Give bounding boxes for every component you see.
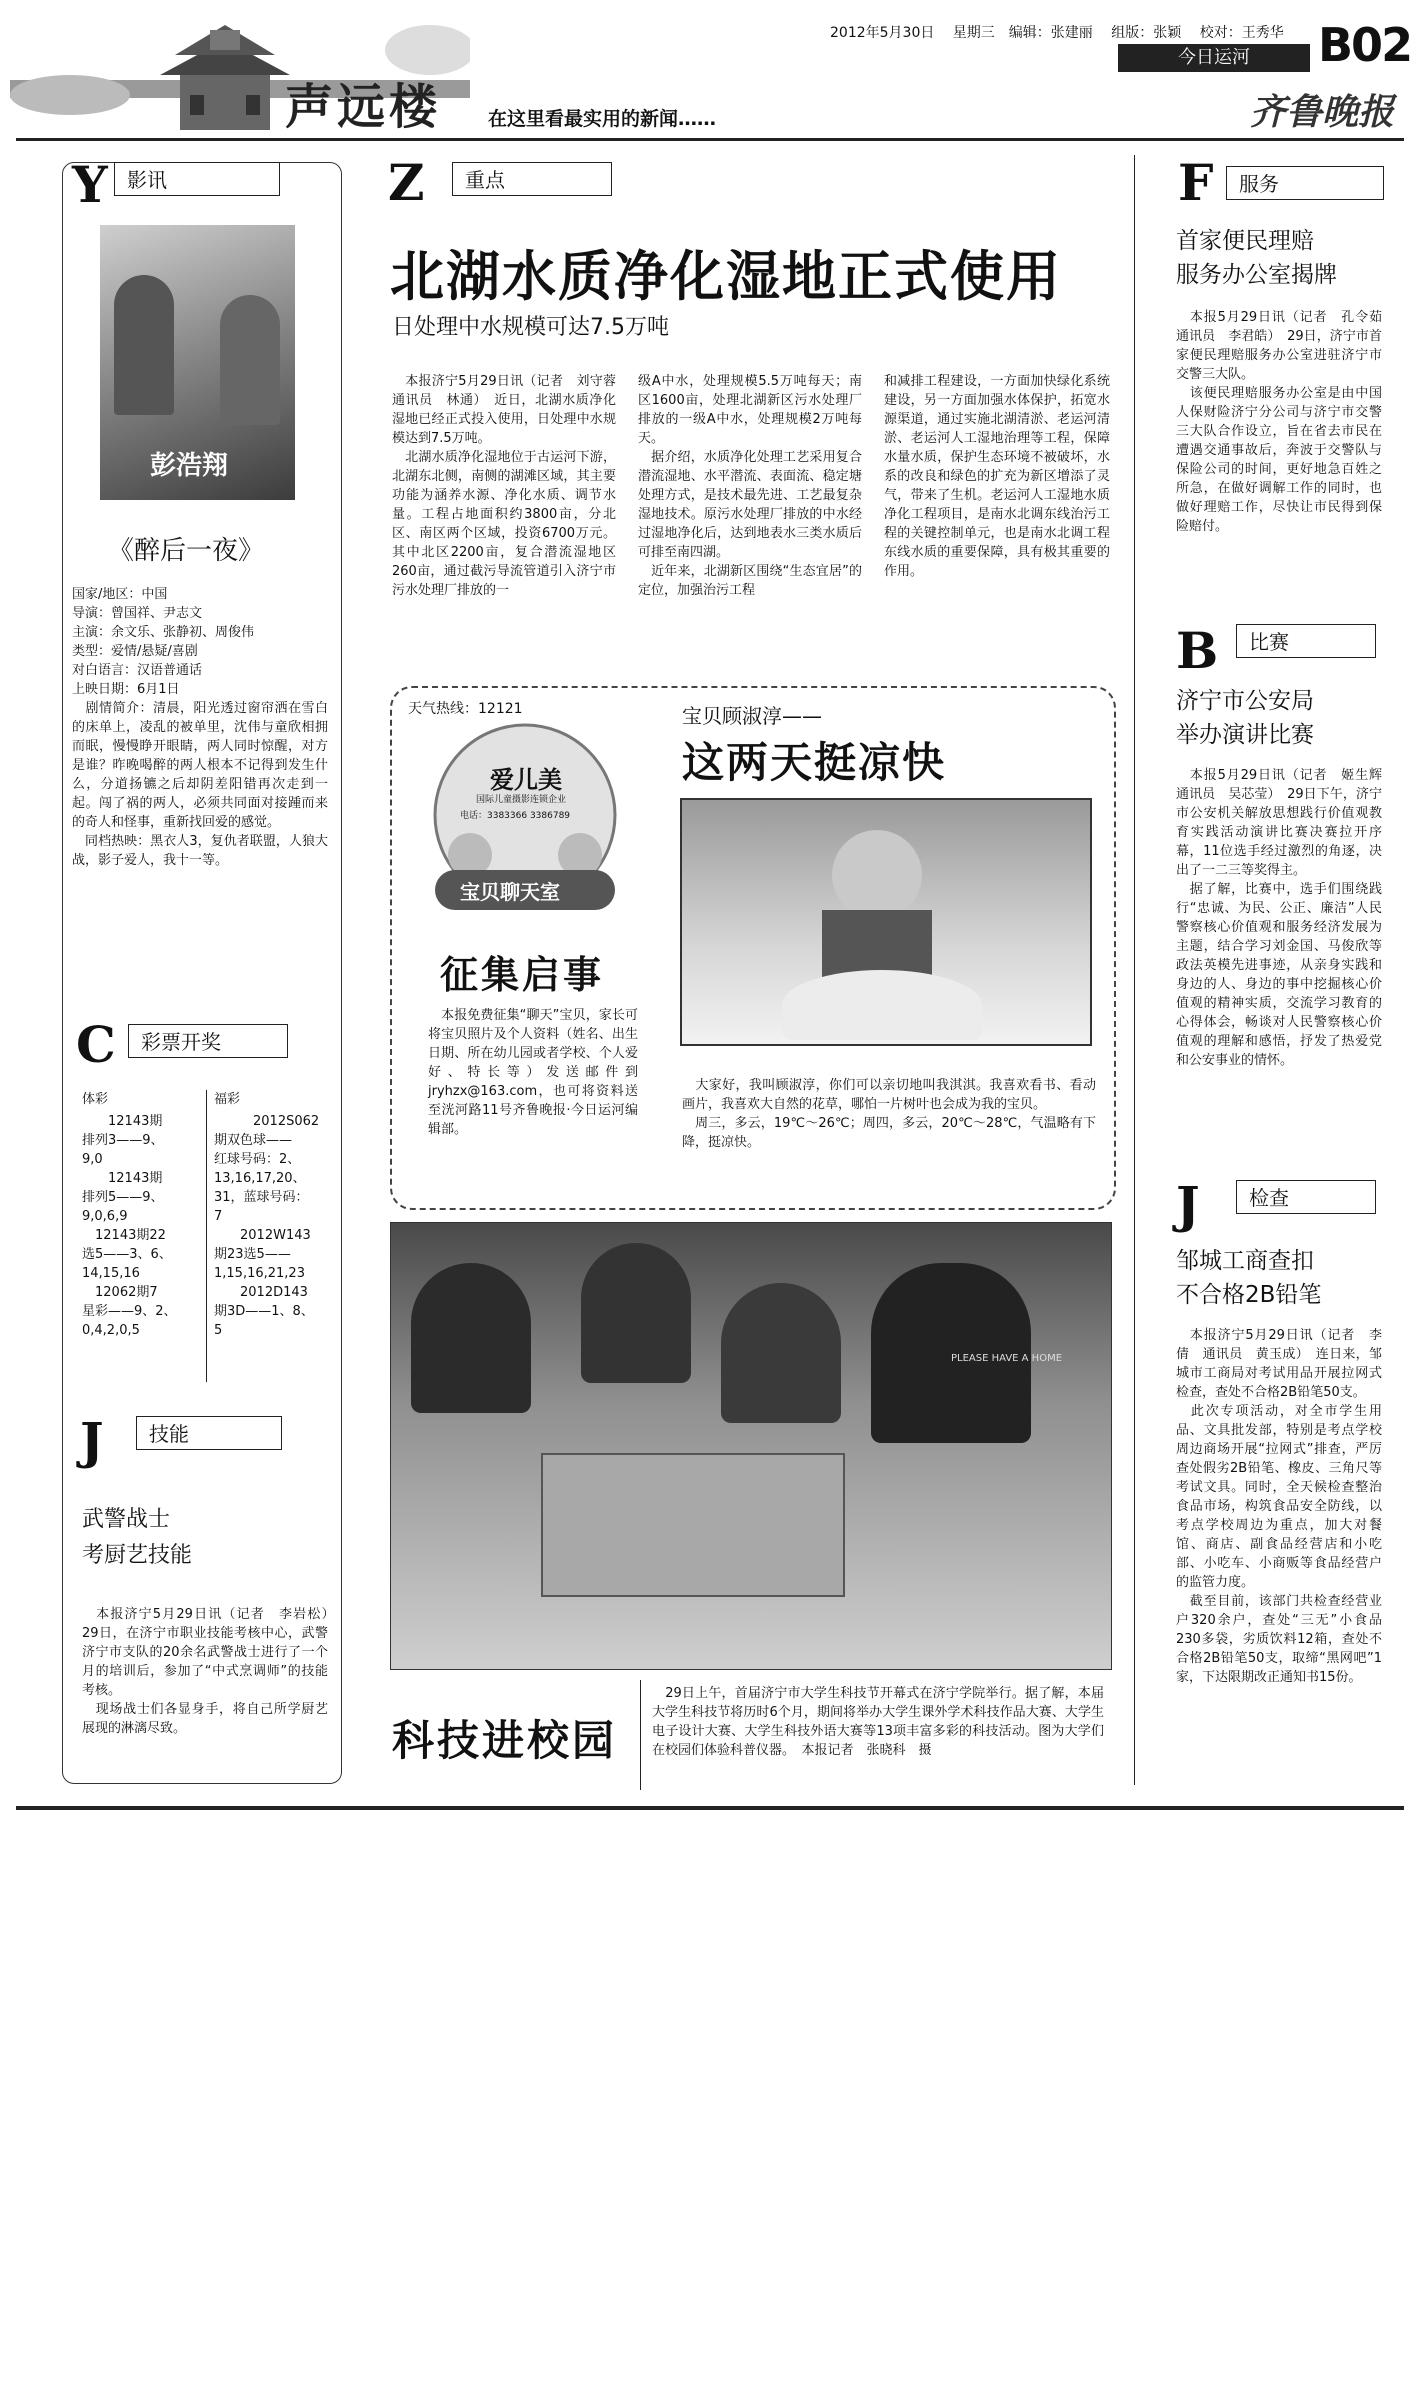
bisai-body: 本报5月29日讯（记者 姬生辉 通讯员 吴芯莹） 29日下午，济宁市公安机关解放思想践行价值观教育实践活动演讲比赛决赛拉开序幕，11位选手经过激烈的角逐，决出了一二三等奖得主。 据了解，比赛中，选手们围绕践行“忠诚、为民、公正、廉洁”人民警察核心价值观和服务经济发展为主题，结合学习刘金国、马俊欣等政法英模先进事迹，从亲身实践和身边的人、身边的事中挖掘核心价值观的精神实质，交流学习教育的心得体会，畅谈对人民警察核心价值观的理解和感悟，抒发了热爱党和公安事业的情怀。 (1176, 768, 1382, 1068)
jineng-letter: J (80, 1411, 104, 1470)
center-right-divider (1134, 155, 1135, 1785)
jiancha-headline: 邹城工商查扣 不合格2B铅笔 (1176, 1248, 1322, 1308)
lead-body-col3: 和减排工程建设，一方面加快绿化系统建设，另一方面加强水体保护，拓宽水源渠道，通过实施北湖清淤、老运河清淤、老运河人工湿地治理等工程，保障水量水质，保护生态环境不被破坏，水系的改良和绿色的扩充为新区增添了灵气，带来了生机。老运河人工湿地水质净化工程项目，是南水北调东线治污工程的关键控制单元，也是南水北调工程东线水质的重要保障，具有极其重要的作用。 (884, 374, 1110, 579)
jiancha-letter: J (1176, 1175, 1200, 1234)
jineng-label: 技能 (136, 1416, 282, 1450)
logo-name: 爱儿美 (490, 766, 562, 794)
bisai-label: 比赛 (1236, 624, 1376, 658)
jineng-body: 本报济宁5月29日讯（记者 李岩松） 29日，在济宁市职业技能考核中心，武警济宁市支队的20余名武警战士进行了一个月的培训后，参加了“中式烹调师”的技能考核。 现场战士们各显身手，将自己所学厨艺展现的淋漓尽致。 (82, 1607, 328, 1736)
lottery-welfare-results: 2012S062 期双色球—— 红球号码：2、 13,16,17,20、 31，蓝球号码： 7 2012W143 期23选5—— 1,15,16,21,23 2012D143 期3D——1、8、 5 (214, 1114, 320, 1338)
column-title: 声远楼 (285, 79, 442, 135)
call-title: 征集启事 (440, 953, 605, 997)
poster-director-name: 彭浩翔 (150, 451, 229, 481)
fuwu-label: 服务 (1226, 166, 1384, 200)
caipiao-label: 彩票开奖 (128, 1024, 288, 1058)
caipiao-letter: C (76, 1015, 116, 1074)
caption-divider (640, 1680, 641, 1790)
shirt-print: PLEASE HAVE A HOME (951, 1353, 1063, 1364)
jiancha-body: 本报济宁5月29日讯（记者 李倩 通讯员 黄玉成） 连日来，邹城市工商局对考试用品开展拉网式检查，查处不合格2B铅笔50支。 此次专项活动，对全市学生用品、文具批发部，特别是考点学校周边商场开展“拉网式”排查，严厉查处假劣2B铅笔、橡皮、三角尺等考试文具。同时，全天候检查整治食品市场，构筑食品安全防线，以考点学校周边为重点，加大对餐馆、商店、副食品经营店和小吃部、小吃车、小商贩等食品经营户的监管力度。 截至目前，该部门共检查经营业户320余户，查处“三无”小食品230多袋，劣质饮料12箱，查处不合格2B铅笔50支，取缔“黑网吧”1家，下达限期改正通知书15份。 (1176, 1328, 1382, 1685)
ying-label: 影讯 (114, 162, 280, 196)
page-bottom-rule (16, 1806, 1404, 1810)
logo-phone: 电话：3383366 3386789 (460, 811, 571, 821)
chat-ribbon: 宝贝聊天室 (460, 880, 560, 904)
zhongdian-label: 重点 (452, 162, 612, 196)
lead-body-col1: 本报济宁5月29日讯（记者 刘守蓉 通讯员 林通） 近日，北湖水质净化湿地已经正式投入使用，日处理中水规模达到7.5万吨。 北湖水质净化湿地位于古运河下游，北湖东北侧，南侧的湖滩区域，其主要功能为涵养水源、净化水质、调节水量。工程占地面积约3800亩，分北区、南区两个区域，投资6700万元。其中北区2200亩，复合潜流湿地区260亩，通过截污导流管道引入济宁市污水处理厂排放的一 (392, 374, 616, 598)
bisai-headline: 济宁市公安局 举办演讲比赛 (1176, 688, 1314, 748)
lottery-sports-head: 体彩 (82, 1092, 109, 1107)
weather-hotline: 天气热线：12121 (408, 701, 523, 717)
lead-headline: 北湖水质净化湿地正式使用 (390, 245, 1062, 308)
section-badge: 今日运河 (1118, 44, 1310, 72)
lottery-sports-results: 12143期 排列3——9、 9,0 12143期 排列5——9、 9,0,6,9 12143期22 选5——3、6、 14,15,16 12062期7 星彩——9、2、 0,4,2,0,5 (82, 1114, 177, 1338)
column-subtitle: 在这里看最实用的新闻…… (488, 108, 717, 130)
fuwu-body: 本报5月29日讯（记者 孔令茹 通讯员 李君皓） 29日，济宁市首家便民理赔服务办公室进驻济宁市交警三大队。 该便民理赔服务办公室是由中国人保财险济宁分公司与济宁市交警三大队合作设立，旨在省去市民在遭遇交通事故后，奔波于交警队与保险公司的时间，更好地急百姓之所急，在做好调解工作的同时，也做好理赔工作，尽快让市民得到保险赔付。 (1176, 310, 1382, 534)
newspaper-name: 齐鲁晚报 (1250, 91, 1395, 133)
movie-poster (100, 225, 295, 500)
fuwu-headline: 首家便民理赔 服务办公室揭牌 (1176, 228, 1337, 288)
photo-caption: 29日上午，首届济宁市大学生科技节开幕式在济宁学院举行。据了解，本届大学生科技节将历时6个月，期间将举办大学生课外学术科技作品大赛、大学生电子设计大赛、大学生科技外语大赛等13项丰富多彩的科技活动。图为大学们在校园们体验科普仪器。 本报记者 张晓科 摄 (652, 1686, 1104, 1758)
header-meta: 2012年5月30日 星期三 编辑：张建丽 组版：张颖 校对：王秀华 (830, 25, 1284, 41)
bisai-letter: B (1176, 621, 1219, 680)
kid-title: 这两天挺凉快 (682, 738, 947, 787)
ying-letter: Y (72, 155, 108, 214)
header-rule (16, 138, 1404, 141)
fuwu-letter: F (1178, 153, 1214, 212)
lottery-divider (206, 1090, 207, 1382)
photo-story-title: 科技进校园 (392, 1716, 618, 1765)
jineng-headline: 武警战士 考厨艺技能 (82, 1507, 193, 1568)
movie-info: 国家/地区：中国 导演：曾国祥、尹志文 主演：余文乐、张静初、周俊伟 类型：爱情/悬疑/喜剧 对白语言：汉语普通话 上映日期：6月1日 剧情简介：清晨，阳光透过窗帘洒在雪白的床单上，凌乱的被单里，沈伟与童欣相拥而眠，慢慢睁开眼睛，两人同时惊醒，对方是谁？昨晚喝醉的两人根本不记得到发生什么，分道扬镳之后却阴差阳错再次走到一起。闯了祸的两人，必须共同面对接踵而来的奇人和怪事，重新找回爱的感觉。 同档热映：黑衣人3，复仇者联盟，人狼大战，影子爱人，我十一等。 (72, 587, 328, 868)
logo-sub: 国际儿童摄影连锁企业 (476, 795, 567, 805)
zhongdian-letter: Z (388, 153, 425, 212)
jiancha-label: 检查 (1236, 1180, 1376, 1214)
science-photo (390, 1222, 1112, 1670)
lottery-welfare-head: 福彩 (214, 1092, 241, 1107)
lead-subhead: 日处理中水规模可达7.5万吨 (392, 315, 669, 340)
kid-photo (680, 798, 1092, 1046)
movie-title: 《醉后一夜》 (108, 536, 265, 566)
lead-body-col2: 级A中水，处理规模5.5万吨每天；南区1600亩，处理北湖新区污水处理厂排放的一级A中水，处理规模2万吨每天。 据介绍，水质净化处理工艺采用复合潜流湿地、水平潜流、表面流、稳定塘处理方式，是技术最先进、工艺最复杂湿地技术。原污水处理厂排放的中水经过湿地净化后，达到地表水三类水质后可排至南四湖。 近年来，北湖新区围绕“生态宜居”的定位，加强治污工程 (638, 374, 862, 598)
kid-kicker: 宝贝顾淑淳—— (682, 704, 822, 728)
kid-body: 大家好，我叫顾淑淳，你们可以亲切地叫我淇淇。我喜欢看书、看动画片，我喜欢大自然的花草，哪怕一片树叶也会成为我的宝贝。 周三，多云，19℃～26℃；周四，多云，20℃～28℃，气温略有下降，挺凉快。 (682, 1078, 1096, 1150)
baby-chat-logo (420, 720, 630, 930)
call-body: 本报免费征集“聊天”宝贝，家长可将宝贝照片及个人资料（姓名、出生日期、所在幼儿园或者学校、个人爱好、特长等）发送邮件到jryhzx@163.com，也可将资料送至洸河路11号齐鲁晚报·今日运河编辑部。 (428, 1008, 638, 1137)
page-number: B02 (1318, 18, 1412, 72)
